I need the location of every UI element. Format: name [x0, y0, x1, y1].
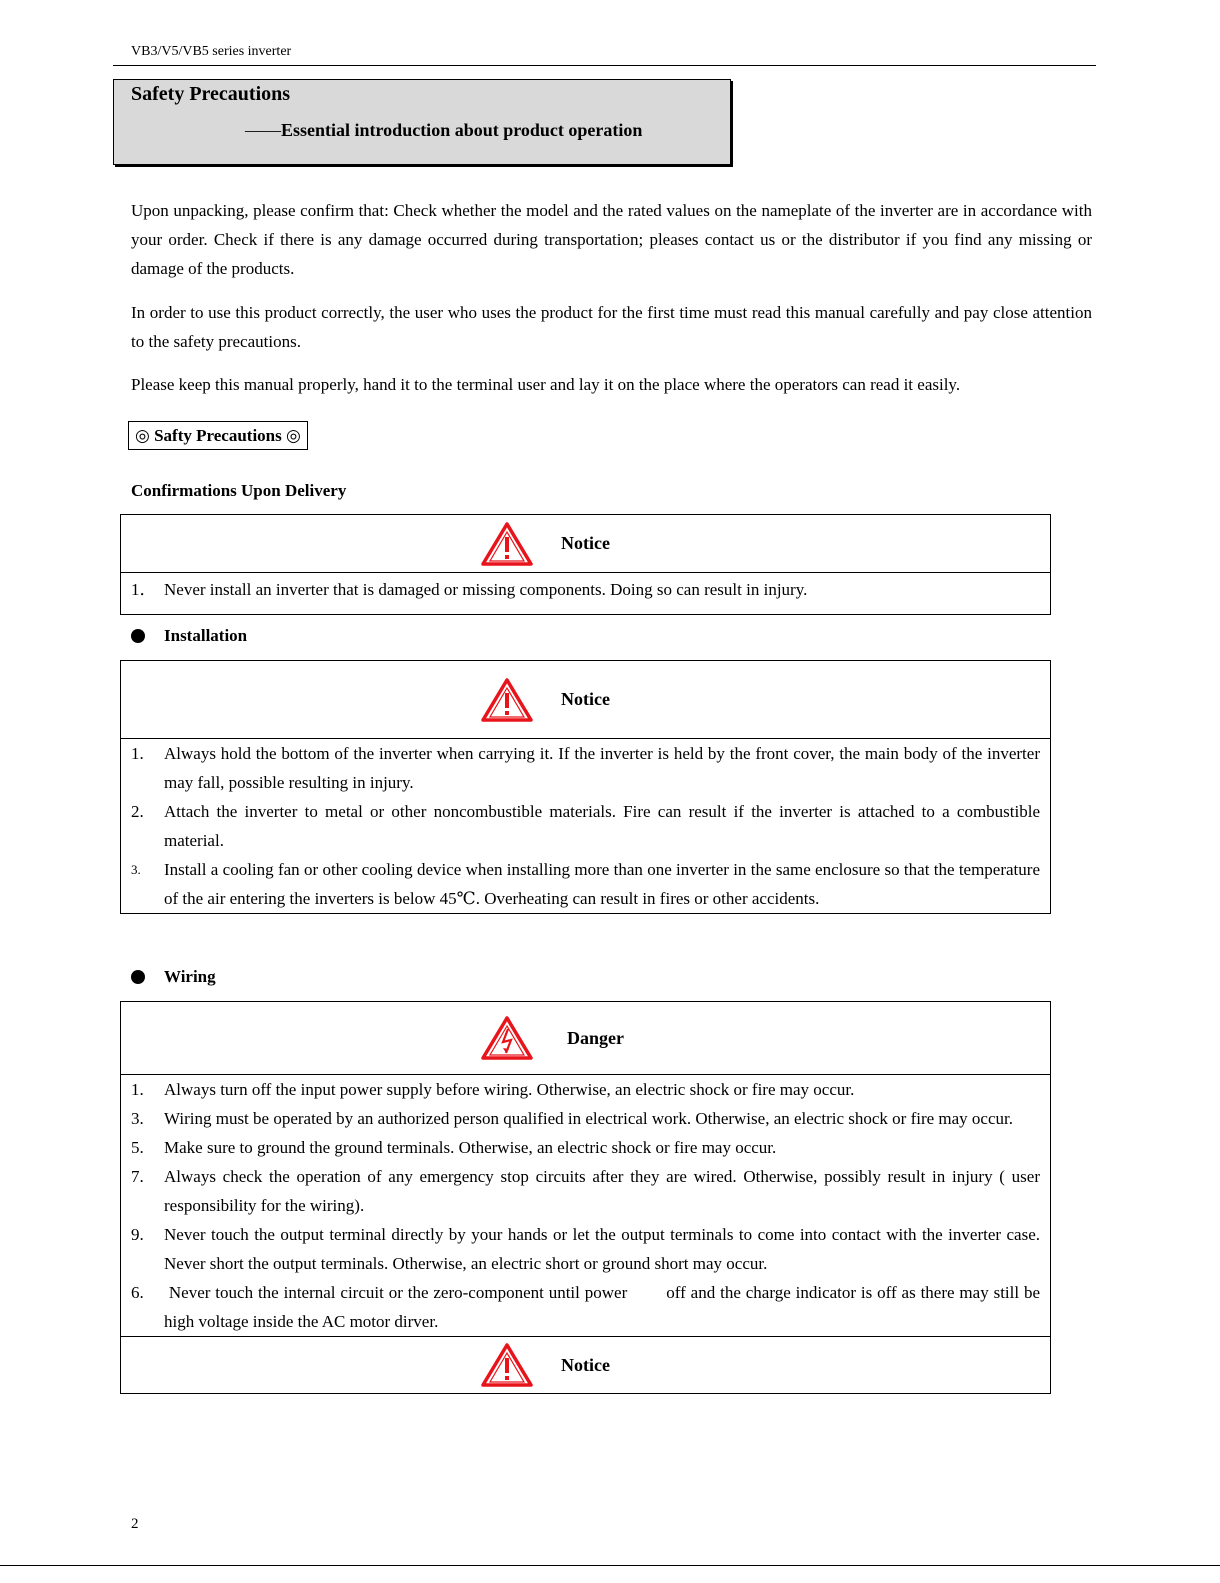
title-box [113, 79, 731, 165]
item-text: Never touch the internal circuit or the zero-component until power off and the charge indicator is off as there may still be high voltage inside the AC motor dirver. [164, 1283, 1045, 1331]
exclamation-warning-icon [481, 1342, 533, 1388]
notice-header [121, 661, 1050, 739]
item-text: Always hold the bottom of the inverter when carrying it. If the inverter is held by the front cover, the main body of the inverter may fall, possible resulting in injury. [164, 744, 1040, 792]
item-number: 7. [131, 1167, 144, 1186]
delivery-list [121, 573, 1050, 614]
subtitle-dash: —— [245, 120, 281, 140]
item-number: 1． [131, 580, 157, 599]
list-item [131, 1075, 1040, 1104]
paragraph-keep-manual: Please keep this manual properly, hand it to the terminal user and lay it on the place where the operators can read it easily. [131, 375, 961, 394]
section-subtitle [245, 120, 642, 141]
item-text: Never touch the output terminal directly by your hands or let the output terminals to come into contact with the inverter case. Never short the output terminals. Otherwise, an electric short or ground short may occur. [164, 1225, 1040, 1273]
item-text: Always check the operation of any emergency stop circuits after they are wired. Otherwise, possibly result in injury ( user responsibility for the wiring). [164, 1167, 1040, 1215]
installation-notice-box [120, 660, 1051, 914]
item-number: 6. [131, 1283, 144, 1302]
list-item [131, 1133, 1040, 1162]
item-number: 1. [131, 744, 144, 763]
item-number: 3. [131, 862, 141, 877]
page-number: 2 [131, 1516, 139, 1532]
danger-header [121, 1002, 1050, 1075]
notice-label: Notice [561, 533, 610, 553]
installation-list [121, 739, 1050, 913]
section-title: Safety Precautions [131, 83, 291, 105]
item-text: Never install an inverter that is damaged or missing components. Doing so can result in injury. [164, 580, 808, 599]
list-item [131, 575, 1040, 604]
bullet-dot [131, 629, 145, 643]
notice-header [121, 515, 1050, 573]
item-text: Always turn off the input power supply before wiring. Otherwise, an electric shock or fire may occur. [164, 1080, 855, 1099]
item-number: 3. [131, 1109, 144, 1128]
heading-text: Wiring [164, 967, 216, 986]
list-item [131, 797, 1040, 855]
heading-text: Installation [164, 626, 248, 645]
item-number: 2. [131, 802, 144, 821]
list-item [131, 1220, 1040, 1278]
wiring-list [121, 1075, 1050, 1336]
safety-precautions-tag: ◎ Safty Precautions ◎ [128, 421, 308, 450]
list-item [131, 855, 1040, 913]
delivery-notice-box [120, 514, 1051, 615]
item-text: Wiring must be operated by an authorized person qualified in electrical work. Otherwise, an electric shock or fire may occur. [164, 1109, 1013, 1128]
delivery-heading: Confirmations Upon Delivery [131, 481, 347, 500]
wiring-danger-box [120, 1001, 1051, 1394]
list-item [131, 1104, 1040, 1133]
list-item [131, 739, 1040, 797]
item-text: Make sure to ground the ground terminals. Otherwise, an electric shock or fire may occur. [164, 1138, 777, 1157]
electric-shock-warning-icon [481, 1015, 533, 1061]
item-text: Install a cooling fan or other cooling device when installing more than one inverter in the same enclosure so that the temperature of the air entering the inverters is below 45℃. Overheating can result in fires or other accidents. [164, 860, 1040, 908]
bottom-rule [0, 1565, 1220, 1566]
header-rule [113, 65, 1096, 66]
item-number: 5. [131, 1138, 144, 1157]
list-item [131, 1278, 1045, 1336]
paragraph-first-use: In order to use this product correctly, the user who uses the product for the first time must read this manual carefully and pay close attention to the safety precautions. [131, 303, 1092, 351]
subtitle-text: Essential introduction about product operation [281, 120, 643, 140]
wiring-heading [131, 967, 216, 987]
notice-label: Notice [561, 689, 610, 709]
bullet-dot [131, 970, 145, 984]
danger-label: Danger [567, 1027, 624, 1048]
exclamation-warning-icon [481, 521, 533, 567]
notice-label: Notice [561, 1354, 610, 1375]
list-item [131, 1162, 1040, 1220]
item-text: Attach the inverter to metal or other noncombustible materials. Fire can result if the inverter is attached to a combustible material. [164, 802, 1040, 850]
paragraph-unpacking: Upon unpacking, please confirm that: Check whether the model and the rated values on the nameplate of the inverter are in accordance with your order. Check if there is any damage occurred during transportation; pleases contact us or the distributor if you find any missing or damage of the products. [131, 201, 1092, 278]
installation-heading [131, 626, 247, 646]
exclamation-warning-icon [481, 677, 533, 723]
item-number: 1. [131, 1080, 144, 1099]
running-header: VB3/V5/VB5 series inverter [131, 44, 292, 59]
notice-footer-row [121, 1336, 1050, 1393]
item-number: 9. [131, 1225, 144, 1244]
